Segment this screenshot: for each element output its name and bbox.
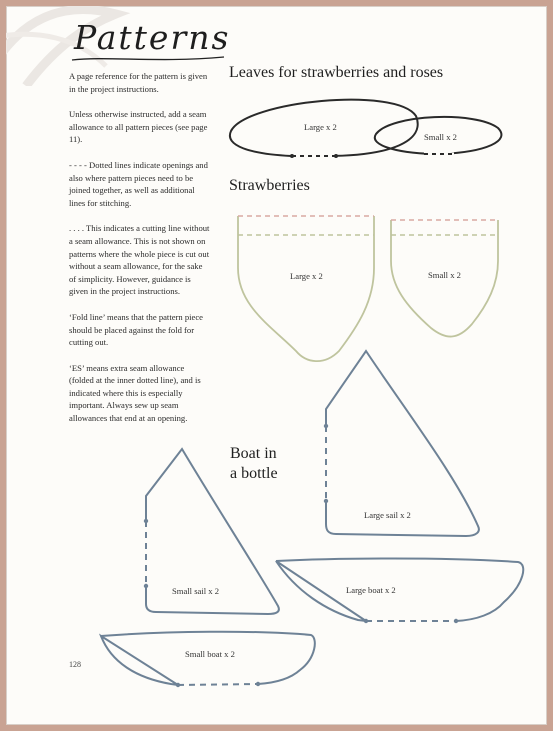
- large-boat-pattern: [276, 559, 523, 624]
- note-extra-seam: ‘ES’ means extra seam allowance (folded at the inner dotted line), and is indicated where this is especially important. Always sew up seam allowances that end at an opening.: [69, 362, 201, 424]
- large-boat-label: Large boat x 2: [346, 585, 396, 595]
- large-sail-pattern: [324, 351, 479, 536]
- leaf-small-pattern: [375, 117, 502, 154]
- note-dotted-lines: - - - - Dotted lines indicate openings and also where pattern pieces need to be joined together, as well as additional lines for stitching.: [69, 159, 208, 208]
- note-seam-allowance: Unless otherwise instructed, add a seam allowance to all pattern pieces (see page 11).: [69, 109, 208, 145]
- page-title: Patterns: [74, 18, 231, 57]
- note-fold-line: ‘Fold line’ means that the pattern piece should be placed against the fold for cutting out.: [69, 311, 203, 348]
- small-boat-pattern: [101, 632, 315, 687]
- large-sail-label: Large sail x 2: [364, 510, 411, 520]
- book-page: [6, 6, 547, 725]
- leaves-heading: Leaves for strawberries and roses: [229, 64, 444, 81]
- pattern-drawings: [6, 6, 547, 725]
- strawberry-large-pattern: [238, 216, 374, 361]
- small-sail-pattern: [144, 449, 279, 614]
- strawberries-heading: Strawberries: [229, 177, 310, 194]
- page-number: 128: [69, 660, 81, 669]
- note-cutting-line: . . . . This indicates a cutting line without a seam allowance. This is not shown on patterns where the whole piece is cut out without a seam allowance, for the sake of simplicity. However, guidance is given in the project instructions.: [69, 223, 210, 297]
- leaf-small-label: Small x 2: [424, 132, 457, 142]
- strawberry-large-label: Large x 2: [290, 271, 323, 281]
- strawberry-small-pattern: [391, 220, 498, 337]
- small-boat-label: Small boat x 2: [185, 649, 235, 659]
- boat-heading-line2: a bottle: [230, 465, 278, 482]
- leaf-large-label: Large x 2: [304, 122, 337, 132]
- note-page-reference: A page reference for the pattern is given in the project instructions.: [69, 71, 208, 94]
- small-sail-label: Small sail x 2: [172, 586, 220, 596]
- strawberry-small-label: Small x 2: [428, 270, 461, 280]
- boat-heading-line1: Boat in: [230, 445, 277, 462]
